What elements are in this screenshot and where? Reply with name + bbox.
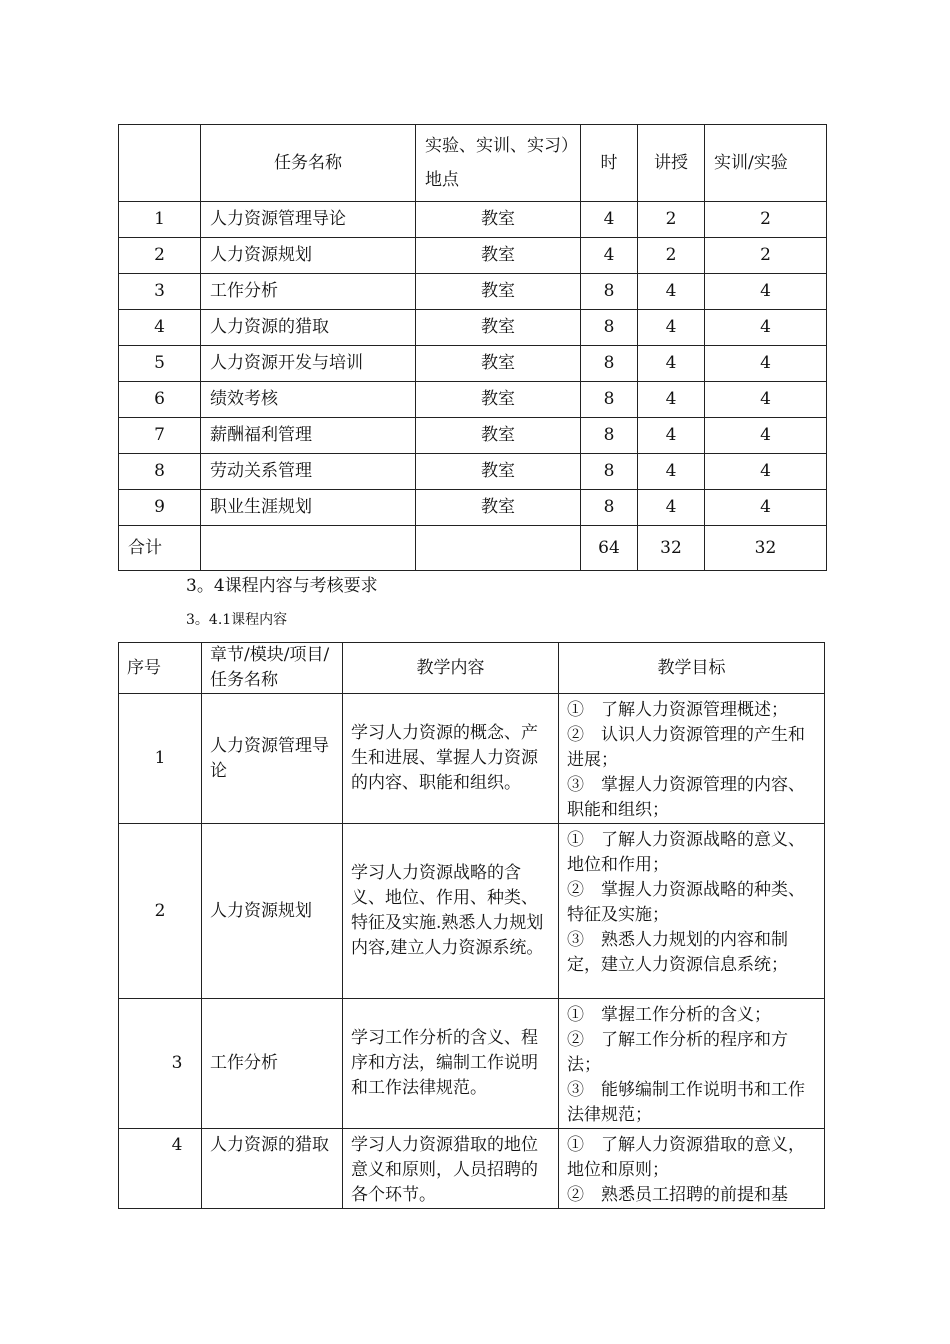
row-practice-hours: 4 [705, 418, 827, 454]
section-heading: 3。4课程内容与考核要求 [186, 576, 378, 596]
goal-item: ② 熟悉员工招聘的前提和基 [567, 1185, 788, 1205]
row-practice-hours: 4 [705, 490, 827, 526]
row-number: 3 [119, 999, 202, 1129]
row-content: 学习工作分析的含义、程序和方法，编制工作说明和工作法律规范。 [343, 999, 559, 1129]
row-hours: 8 [581, 346, 638, 382]
row-lecture-hours: 4 [638, 346, 705, 382]
header-cell-chapter: 章节/模块/项目/任务名称 [202, 643, 343, 694]
header-cell-location: 实验、实训、实习）地点 [416, 125, 581, 202]
total-empty-cell [201, 526, 416, 571]
row-hours: 8 [581, 310, 638, 346]
row-lecture-hours: 4 [638, 274, 705, 310]
row-chapter-name: 人力资源规划 [202, 824, 343, 999]
header-cell-index [119, 125, 201, 202]
row-practice-hours: 4 [705, 310, 827, 346]
row-chapter-name: 工作分析 [202, 999, 343, 1129]
row-goals [559, 1129, 825, 1209]
row-lecture-hours: 4 [638, 310, 705, 346]
row-task-name: 人力资源规划 [201, 238, 416, 274]
table-row [119, 694, 825, 824]
total-empty-cell [416, 526, 581, 571]
total-practice-hours: 32 [705, 526, 827, 571]
course-content-table [118, 642, 825, 1209]
table-row [119, 310, 827, 346]
header-cell-number: 序号 [119, 643, 202, 694]
row-hours: 8 [581, 418, 638, 454]
goal-item: ① 了解人力资源猎取的意义，地位和原则； [567, 1135, 805, 1180]
header-cell-task-name: 任务名称 [201, 125, 416, 202]
total-lecture-hours: 32 [638, 526, 705, 571]
row-location: 教室 [416, 274, 581, 310]
row-hours: 4 [581, 202, 638, 238]
row-index: 3 [119, 274, 201, 310]
row-goals [559, 824, 825, 999]
row-hours: 4 [581, 238, 638, 274]
row-location: 教室 [416, 310, 581, 346]
table-row [119, 490, 827, 526]
course-hours-table [118, 124, 827, 571]
row-location: 教室 [416, 490, 581, 526]
row-index: 2 [119, 238, 201, 274]
table-row [119, 346, 827, 382]
row-content: 学习人力资源猎取的地位意义和原则，人员招聘的各个环节。 [343, 1129, 559, 1209]
row-chapter-name: 人力资源的猎取 [202, 1129, 343, 1209]
row-lecture-hours: 2 [638, 202, 705, 238]
goal-item: ③ 熟悉人力规划的内容和制定，建立人力资源信息系统； [567, 930, 788, 975]
row-number: 2 [119, 824, 202, 999]
row-practice-hours: 4 [705, 274, 827, 310]
table-row [119, 274, 827, 310]
subsection-heading: 3。4.1课程内容 [186, 612, 288, 628]
row-task-name: 劳动关系管理 [201, 454, 416, 490]
total-label: 合计 [119, 526, 201, 571]
row-hours: 8 [581, 274, 638, 310]
header-cell-hours: 时 [581, 125, 638, 202]
row-goals [559, 694, 825, 824]
table-row [119, 454, 827, 490]
row-number: 1 [119, 694, 202, 824]
goal-item: ② 掌握人力资源战略的种类、特征及实施； [567, 880, 805, 925]
goal-item: ② 了解工作分析的程序和方法； [567, 1030, 788, 1075]
row-task-name: 职业生涯规划 [201, 490, 416, 526]
row-practice-hours: 2 [705, 238, 827, 274]
row-content: 学习人力资源战略的含义、地位、作用、种类、特征及实施.熟悉人力规划内容,建立人力资源系统。 [343, 824, 559, 999]
row-index: 9 [119, 490, 201, 526]
row-task-name: 工作分析 [201, 274, 416, 310]
header-cell-goals: 教学目标 [559, 643, 825, 694]
goal-item: ① 掌握工作分析的含义； [567, 1005, 771, 1025]
row-task-name: 人力资源开发与培训 [201, 346, 416, 382]
row-hours: 8 [581, 490, 638, 526]
table-row [119, 999, 825, 1129]
row-number: 4 [119, 1129, 202, 1209]
goal-item: ③ 掌握人力资源管理的内容、职能和组织； [567, 775, 805, 820]
row-goals [559, 999, 825, 1129]
row-hours: 8 [581, 382, 638, 418]
row-lecture-hours: 4 [638, 418, 705, 454]
row-location: 教室 [416, 382, 581, 418]
row-hours: 8 [581, 454, 638, 490]
row-index: 8 [119, 454, 201, 490]
row-index: 5 [119, 346, 201, 382]
goal-item: ③ 能够编制工作说明书和工作法律规范； [567, 1080, 805, 1125]
table-header-row [119, 125, 827, 202]
row-practice-hours: 4 [705, 454, 827, 490]
row-practice-hours: 4 [705, 346, 827, 382]
table-header-row [119, 643, 825, 694]
row-location: 教室 [416, 418, 581, 454]
total-row [119, 526, 827, 571]
row-lecture-hours: 4 [638, 454, 705, 490]
row-location: 教室 [416, 454, 581, 490]
row-location: 教室 [416, 202, 581, 238]
row-index: 7 [119, 418, 201, 454]
row-location: 教室 [416, 346, 581, 382]
row-lecture-hours: 4 [638, 490, 705, 526]
goal-item: ① 了解人力资源管理概述； [567, 700, 788, 720]
row-task-name: 人力资源管理导论 [201, 202, 416, 238]
row-location: 教室 [416, 238, 581, 274]
table-row [119, 238, 827, 274]
row-index: 4 [119, 310, 201, 346]
row-task-name: 人力资源的猎取 [201, 310, 416, 346]
table-row [119, 382, 827, 418]
row-lecture-hours: 2 [638, 238, 705, 274]
row-index: 6 [119, 382, 201, 418]
header-cell-practice: 实训/实验 [705, 125, 827, 202]
table-row [119, 1129, 825, 1209]
row-practice-hours: 2 [705, 202, 827, 238]
table-row [119, 824, 825, 999]
row-task-name: 绩效考核 [201, 382, 416, 418]
table-row [119, 202, 827, 238]
goal-item: ① 了解人力资源战略的意义、地位和作用； [567, 830, 805, 875]
row-task-name: 薪酬福利管理 [201, 418, 416, 454]
header-cell-content: 教学内容 [343, 643, 559, 694]
table-row [119, 418, 827, 454]
total-hours: 64 [581, 526, 638, 571]
row-practice-hours: 4 [705, 382, 827, 418]
header-cell-lecture: 讲授 [638, 125, 705, 202]
goal-item: ② 认识人力资源管理的产生和进展； [567, 725, 805, 770]
row-index: 1 [119, 202, 201, 238]
row-content: 学习人力资源的概念、产生和进展、掌握人力资源的内容、职能和组织。 [343, 694, 559, 824]
row-lecture-hours: 4 [638, 382, 705, 418]
row-chapter-name: 人力资源管理导论 [202, 694, 343, 824]
